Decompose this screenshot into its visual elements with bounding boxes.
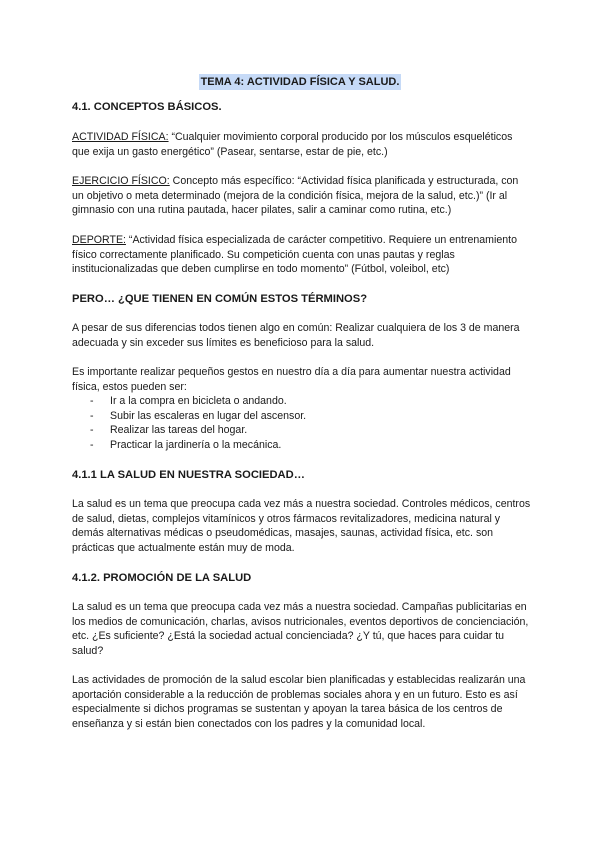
paragraph-salud-sociedad: La salud es un tema que preocupa cada vez más a nuestra sociedad. Controles médicos, centros de salud, dietas, complejos vitamínicos y otros fármacos revitalizadores, medicina natural y demás alternativas médicas o pseudomédicas, masajes, saunas, actividad física, etc. son prácticas que actualmente están muy de moda. bbox=[72, 498, 531, 554]
term-ejercicio-fisico: EJERCICIO FÍSICO: bbox=[72, 175, 170, 187]
paragraph-actividad-fisica bbox=[72, 130, 532, 159]
heading-conceptos-basicos: 4.1. CONCEPTOS BÁSICOS. bbox=[72, 101, 222, 113]
list-item-text: Practicar la jardinería o la mecánica. bbox=[110, 438, 282, 451]
list-item bbox=[72, 438, 306, 453]
paragraph-ejercicio-fisico bbox=[72, 174, 532, 218]
term-actividad-fisica: ACTIVIDAD FÍSICA: bbox=[72, 131, 169, 143]
term-deporte: DEPORTE: bbox=[72, 234, 126, 246]
list-item-text: Ir a la compra en bicicleta o andando. bbox=[110, 395, 287, 407]
heading-salud-sociedad: 4.1.1 LA SALUD EN NUESTRA SOCIEDAD… bbox=[72, 469, 305, 481]
paragraph-pequenos-gestos: Es importante realizar pequeños gestos en nuestro día a día para aumentar nuestra actividad física, estos pueden ser: bbox=[72, 366, 511, 393]
list-item bbox=[72, 409, 306, 424]
heading-promocion-salud: 4.1.2. PROMOCIÓN DE LA SALUD bbox=[72, 572, 252, 584]
list-item bbox=[72, 423, 306, 438]
document-title: TEMA 4: ACTIVIDAD FÍSICA Y SALUD. bbox=[200, 76, 400, 88]
list-item bbox=[72, 394, 306, 409]
paragraph-campanas: La salud es un tema que preocupa cada vez más a nuestra sociedad. Campañas publicitarias en los medios de comunicación, charlas, avisos nutricionales, eventos deportivos de concienciación, etc. ¿Es suficiente? ¿Está la sociedad actual concienciada? ¿Y tú, que haces para cuidar tu salud? bbox=[72, 601, 529, 657]
paragraph-promocion-escolar: Las actividades de promoción de la salud escolar bien planificadas y establecidas realizarán una aportación considerable a la reducción de problemas sociales ahora y en un futuro. Esto es así especialmente si dichos programas se sustentan y apoyan la tarea básica de los centros de enseñanza y si están bien conectados con los padres y la comunidad local. bbox=[72, 674, 526, 730]
definition-actividad-fisica: “Cualquier movimiento corporal producido por los músculos esqueléticos que exija un gasto energético” (Pasear, sentarse, estar de pie, etc.) bbox=[72, 131, 513, 158]
definition-ejercicio-fisico: Concepto más específico: “Actividad física planificada y estructurada, con un objetivo o meta determinado (mejora de la condición física, mejora de la salud, etc.)” (Ir al gimnasio con una rutina pautada, hacer pilates, salir a caminar como rutina, etc.) bbox=[72, 175, 519, 216]
definition-deporte: “Actividad física especializada de carácter competitivo. Requiere un entrenamiento físico correctamente planificado. Su competición cuenta con unas pautas y reglas institucionalizadas que deben cumplirse en todo momento” (Fútbol, voleibol, etc) bbox=[72, 234, 517, 275]
list-item-text: Realizar las tareas del hogar. bbox=[110, 424, 248, 436]
title-wrapper bbox=[0, 72, 600, 90]
paragraph-deporte bbox=[72, 233, 532, 277]
paragraph-diferencias: A pesar de sus diferencias todos tienen algo en común: Realizar cualquiera de los 3 de manera adecuada y sin exceder sus límites es beneficioso para la salud. bbox=[72, 322, 520, 349]
list-gestos bbox=[72, 394, 306, 452]
list-item-text: Subir las escaleras en lugar del ascensor. bbox=[110, 409, 307, 422]
heading-pero-que-tienen: PERO… ¿QUE TIENEN EN COMÚN ESTOS TÉRMINOS? bbox=[72, 293, 368, 305]
